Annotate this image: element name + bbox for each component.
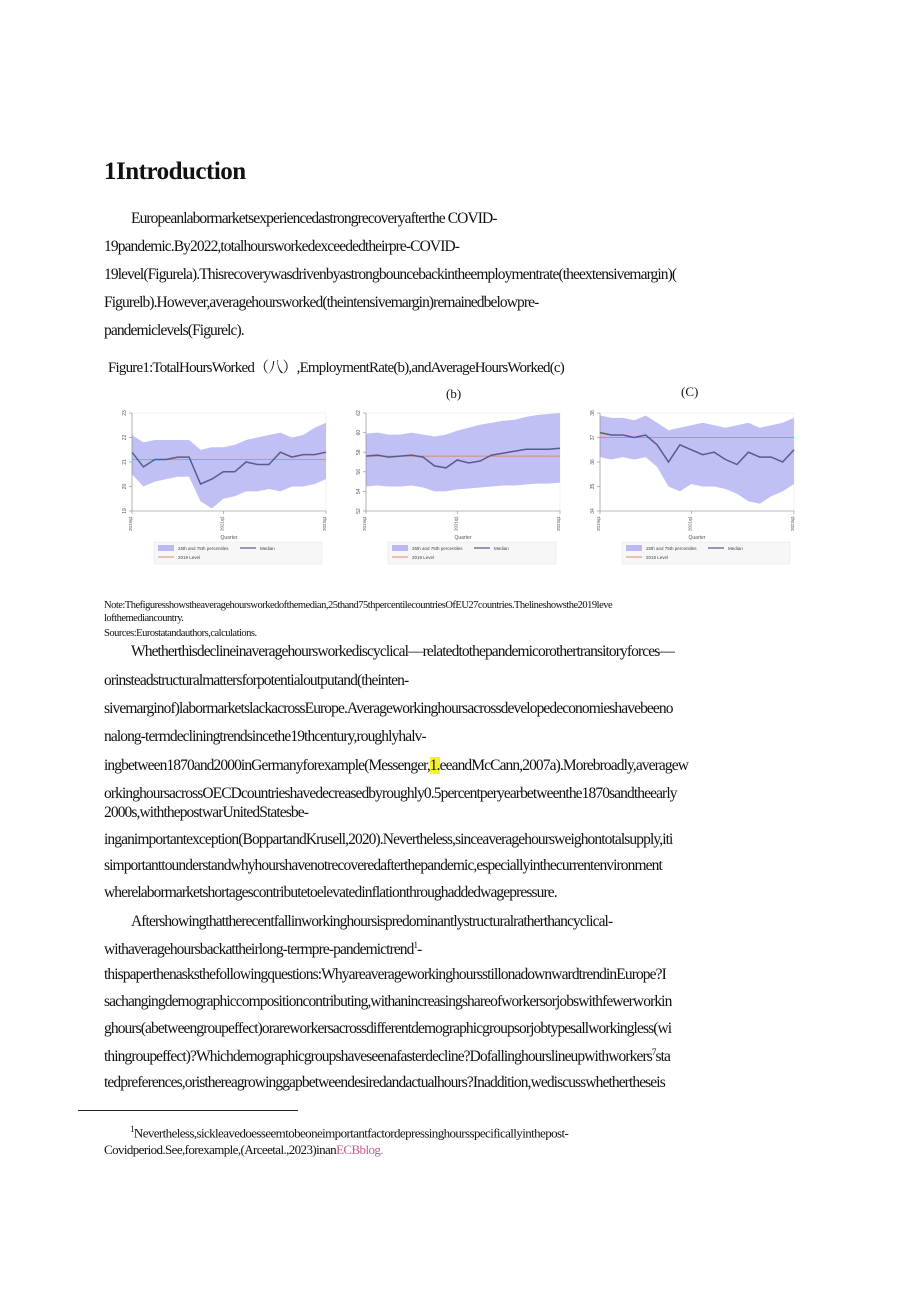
p3-line-4: sachangingdemographiccompositioncontributing,withanincreasingshareofworkersorjobswithfewerworkin — [104, 993, 672, 1010]
p2-line-10: wherelabormarketshortagescontributetoelevatedinflationthroughaddedwagepressure. — [104, 884, 557, 901]
y-tick-label: 62 — [356, 410, 362, 416]
x-tick-label: 2021q1 — [219, 516, 225, 532]
legend-band-label: 25th and 75th percentiles — [646, 546, 697, 551]
intro-line-1: Europeanlabormarketsexperiencedastrongrecoveryafterthe COVID- — [131, 210, 497, 227]
x-tick-label: 2021q1 — [687, 516, 693, 532]
p2-line-3: sivemarginof)labormarketslackacrossEurope.Averageworkinghoursacrossdevelopedeconomieshavebeeno — [104, 700, 673, 717]
y-tick-label: 34 — [590, 508, 596, 514]
p3-line-2a: withaveragehoursbackattheirlong-termpre-pandemictrend — [104, 941, 414, 959]
p3-sup: 7 — [651, 1047, 656, 1057]
y-tick-label: 38 — [590, 410, 596, 416]
intro-line-5: pandemiclevels(Figurelc). — [104, 322, 244, 339]
p3-line-3: thispaperthenasksthefollowingquestions:WhyareaverageworkinghoursstillonadownwardtrendinEurope?I — [104, 966, 666, 983]
footnote-text-1: Nevertheless,sickleavedoesseemtobeoneimportantfactordepressinghoursspecificallyinthepost- — [133, 1125, 569, 1141]
y-tick-label: 37 — [590, 434, 596, 441]
p3-line-1: Aftershowingthattherecentfallinworkinghoursispredominantlystructuralratherthancyclical- — [131, 913, 613, 930]
legend-band-label: 25th and 75th percentiles — [178, 546, 229, 551]
x-axis-label: Quarter — [688, 535, 706, 541]
p2-line-4: nalong-termdecliningtrendsincethe19thcentury,roughlyhalv- — [104, 728, 426, 745]
y-tick-label: 52 — [356, 508, 362, 514]
y-tick-label: 36 — [590, 459, 596, 465]
percentile-band — [366, 413, 560, 491]
legend-median-label: Median — [494, 546, 509, 551]
x-tick-label: 2019q1 — [362, 516, 367, 532]
p3-line-2b: - — [417, 941, 422, 959]
footnote-rule — [78, 1110, 298, 1111]
percentile-band — [600, 416, 794, 504]
panel-b-label: (b) — [446, 386, 462, 401]
p2-line-5b: eeandMcCann,2007a).Morebroadly,averagew — [439, 757, 688, 774]
legend-band-swatch — [158, 545, 174, 551]
p3-line-7: tedpreferences,oristhereagrowinggapbetweendesiredandactualhours?Inaddition,wediscusswhethertheseis — [104, 1074, 665, 1091]
x-tick-label: 2023q1 — [322, 516, 327, 532]
highlighted-citation[interactable]: 1. — [429, 757, 440, 774]
chart-average-hours — [580, 405, 810, 580]
legend-band-swatch — [626, 545, 642, 551]
x-tick-label: 2019q1 — [596, 516, 601, 532]
y-tick-label: 20 — [122, 483, 128, 490]
p2-line-5a: ingbetween1870and2000inGermanyforexample(Messenger, — [104, 757, 430, 774]
p3-line-6a: thingroupeffect)?Whichdemographicgroupshaveseenafasterdecline?Dofallinghourslineupwithworkers — [104, 1048, 652, 1066]
y-tick-label: 35 — [590, 483, 596, 490]
p2-line-9: simportanttounderstandwhyhourshavenotrecoveredafterthepandemic,especiallyinthecurrentenvironment — [104, 857, 662, 874]
p2-line-7: 2000s,withthepostwarUnitedStatesbe- — [104, 804, 308, 821]
chart-employment-rate — [346, 405, 576, 580]
ecb-blog-link[interactable]: ECBblog. — [336, 1142, 383, 1157]
p2-line-1: Whetherthisdeclineinaveragehoursworkediscyclical—relatedtothepandemicorothertransitoryforces— — [131, 643, 674, 660]
p3-line-5: ghours(abetweengroupeffect)orareworkersacrossdifferentdemographicgroupsorjobtypesallworkingless(wi — [104, 1020, 672, 1037]
legend-level-label: 2019 Level — [646, 555, 669, 560]
figure-note-line-1: Note:Thefiguresshowstheaveragehoursworkedofthemedian,25thand75thpercentilecountriesOfEU27countries.Thelineshowsthe2019leve — [104, 600, 613, 611]
footnote-number: 1 — [130, 1124, 134, 1134]
legend-level-label: 2019 Level — [412, 555, 435, 560]
figure-note-line-2: lofthemediancountry. — [104, 613, 184, 624]
x-tick-label: 2023q1 — [556, 516, 561, 532]
p3-line-6b: sta — [655, 1048, 670, 1066]
x-tick-label: 2023q1 — [790, 516, 795, 532]
intro-line-2: 19pandemic.By2022,totalhoursworkedexceededtheirpre-COVID- — [104, 238, 460, 255]
footnote-line-2 — [104, 1142, 383, 1158]
p2-line-6: orkinghoursacrossOECDcountrieshavedecreasedbyroughly0.5percentperyearbetweenthe1870sandtheearly — [104, 785, 677, 802]
y-tick-label: 21 — [122, 459, 128, 465]
p2-line-8: inganimportantexception(BoppartandKrusell,2020).Nevertheless,sinceaveragehoursweighontotalsupply,iti — [104, 831, 673, 848]
figure-caption: Figure1:TotalHoursWorked（八）,EmploymentRate(b),andAverageHoursWorked(c) — [108, 360, 564, 376]
p3-line-2 — [104, 940, 421, 959]
legend-level-label: 2019 Level — [178, 555, 201, 560]
footnote-line-1 — [130, 1124, 568, 1141]
intro-line-3: 19level(Figurela).Thisrecoverywasdrivenbyastrongbouncebackintheemploymentrate(theextensivemargin)( — [104, 266, 677, 283]
p3-line-6 — [104, 1047, 670, 1066]
y-tick-label: 56 — [356, 469, 362, 475]
section-heading: 1Introduction — [104, 158, 246, 185]
figure-sources: Sources:Eurostatandauthors,calculations. — [104, 628, 257, 639]
y-tick-label: 60 — [356, 429, 362, 436]
p2-line-2: orinsteadstructuralmattersforpotentialoutputand(theinten- — [104, 672, 409, 689]
intro-line-4: Figurelb).However,averagehoursworked(theintensivemargin)remainedbelowpre- — [104, 294, 539, 311]
x-axis-label: Quarter — [220, 535, 238, 541]
y-tick-label: 23 — [122, 410, 128, 416]
y-tick-label: 22 — [122, 434, 128, 441]
panel-c-label: (C) — [681, 384, 699, 399]
x-tick-label: 2021q1 — [453, 516, 459, 532]
percentile-band — [132, 423, 326, 509]
legend-median-label: Median — [260, 546, 275, 551]
x-axis-label: Quarter — [454, 535, 472, 541]
p2-line-5 — [104, 757, 688, 775]
x-tick-label: 2019q1 — [128, 516, 133, 532]
footnote-text-2: Covidperiod.See,forexample,(Arceetal.,2023)inan — [104, 1142, 337, 1157]
legend-band-swatch — [392, 545, 408, 551]
chart-total-hours — [112, 405, 342, 580]
footnote-ref[interactable]: 1 — [413, 940, 418, 950]
y-tick-label: 54 — [356, 488, 362, 495]
legend-median-label: Median — [728, 546, 743, 551]
y-tick-label: 19 — [122, 508, 128, 514]
y-tick-label: 58 — [356, 449, 362, 455]
legend-band-label: 25th and 75th percentiles — [412, 546, 463, 551]
